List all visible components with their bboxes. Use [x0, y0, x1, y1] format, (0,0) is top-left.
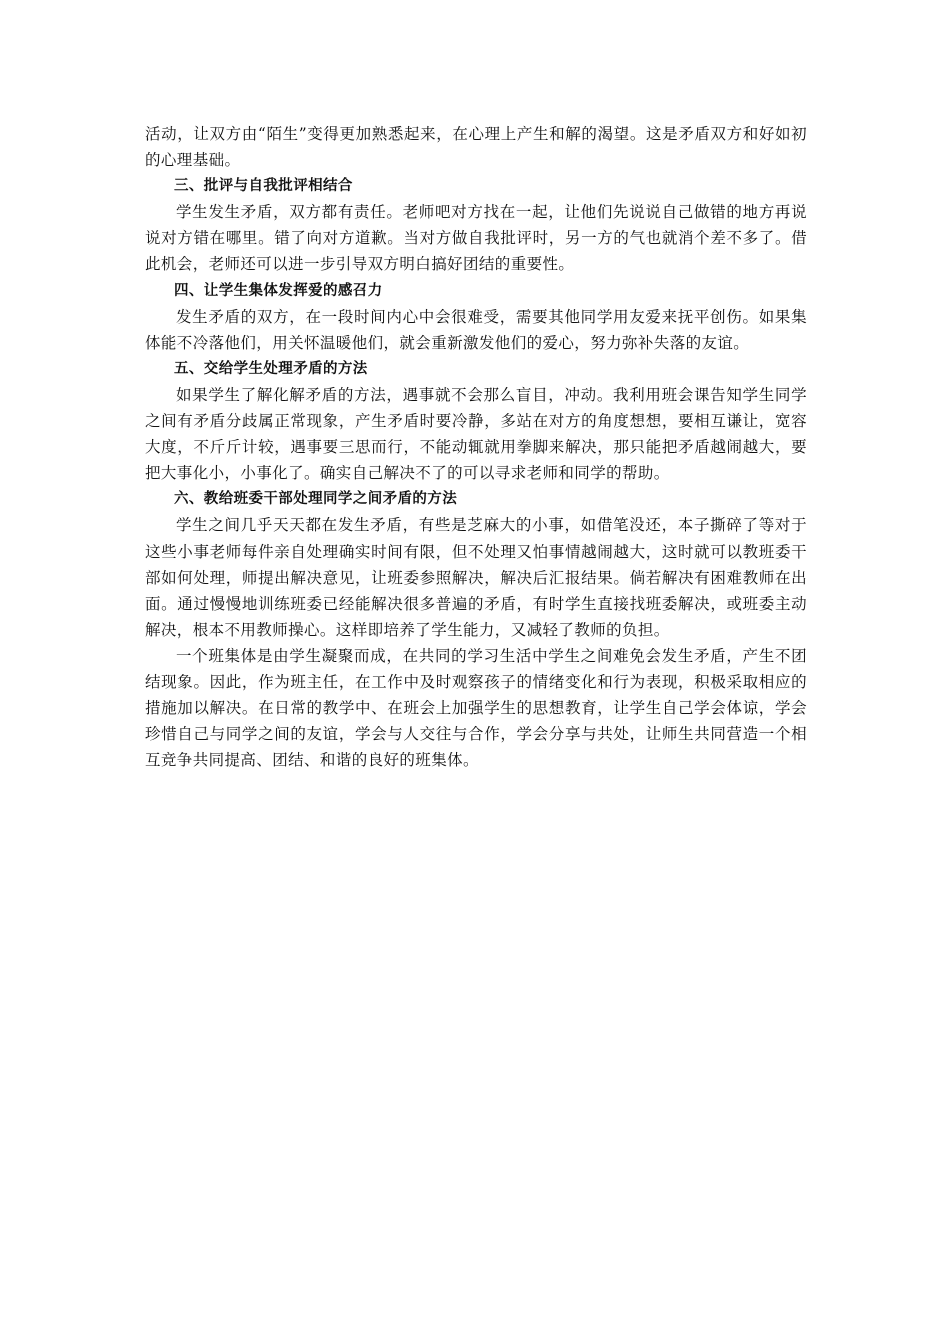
paragraph-section-5: 如果学生了解化解矛盾的方法，遇事就不会那么盲目，冲动。我利用班会课告知学生同学之间有矛盾分歧属正常现象，产生矛盾时要冷静，多站在对方的角度想想，要相互谦让，宽容大度，不斤斤计较，遇事要三思而行，不能动辄就用拳脚来解决，那只能把矛盾越闹越大，要把大事化小，小事化了。确实自己解决不了的可以寻求老师和同学的帮助。 — [145, 385, 807, 483]
paragraph-continued: 活动，让双方由“陌生”变得更加熟悉起来，在心理上产生和解的渴望。这是矛盾双方和好如初的心理基础。 — [145, 125, 807, 170]
document-page — [145, 121, 807, 773]
paragraph-section-6: 学生之间几乎天天都在发生矛盾，有些是芝麻大的小事，如借笔没还，本子撕碎了等对于这些小事老师每件亲自处理确实时间有限，但不处理又怕事情越闹越大，这时就可以教班委干部如何处理，师提出解决意见，让班委参照解决，解决后汇报结果。倘若解决有困难教师在出面。通过慢慢地训练班委已经能解决很多普遍的矛盾，有时学生直接找班委解决，或班委主动解决，根本不用教师操心。这样即培养了学生能力，又减轻了教师的负担。 — [145, 516, 807, 639]
paragraph-section-4: 发生矛盾的双方，在一段时间内心中会很难受，需要其他同学用友爱来抚平创伤。如果集体能不冷落他们，用关怀温暖他们，就会重新激发他们的爱心，努力弥补失落的友谊。 — [145, 307, 807, 352]
section-heading-3: 三、批评与自我批评相结合 — [174, 178, 353, 195]
section-heading-5: 五、交给学生处理矛盾的方法 — [174, 360, 368, 377]
section-heading-6: 六、教给班委干部处理同学之间矛盾的方法 — [174, 491, 458, 508]
paragraph-section-3: 学生发生矛盾，双方都有责任。老师吧对方找在一起，让他们先说说自己做错的地方再说说对方错在哪里。错了向对方道歉。当对方做自我批评时，另一方的气也就消个差不多了。借此机会，老师还可以进一步引导双方明白搞好团结的重要性。 — [145, 203, 807, 274]
paragraph-conclusion: 一个班集体是由学生凝聚而成，在共同的学习生活中学生之间难免会发生矛盾，产生不团结现象。因此，作为班主任，在工作中及时观察孩子的情绪变化和行为表现，积极采取相应的措施加以解决。在日常的教学中、在班会上加强学生的思想教育，让学生自己学会体谅，学会珍惜自己与同学之间的友谊，学会与人交往与合作，学会分享与共处，让师生共同营造一个相互竞争共同提高、团结、和谐的良好的班集体。 — [145, 646, 807, 770]
section-heading-4: 四、让学生集体发挥爱的感召力 — [174, 282, 383, 299]
